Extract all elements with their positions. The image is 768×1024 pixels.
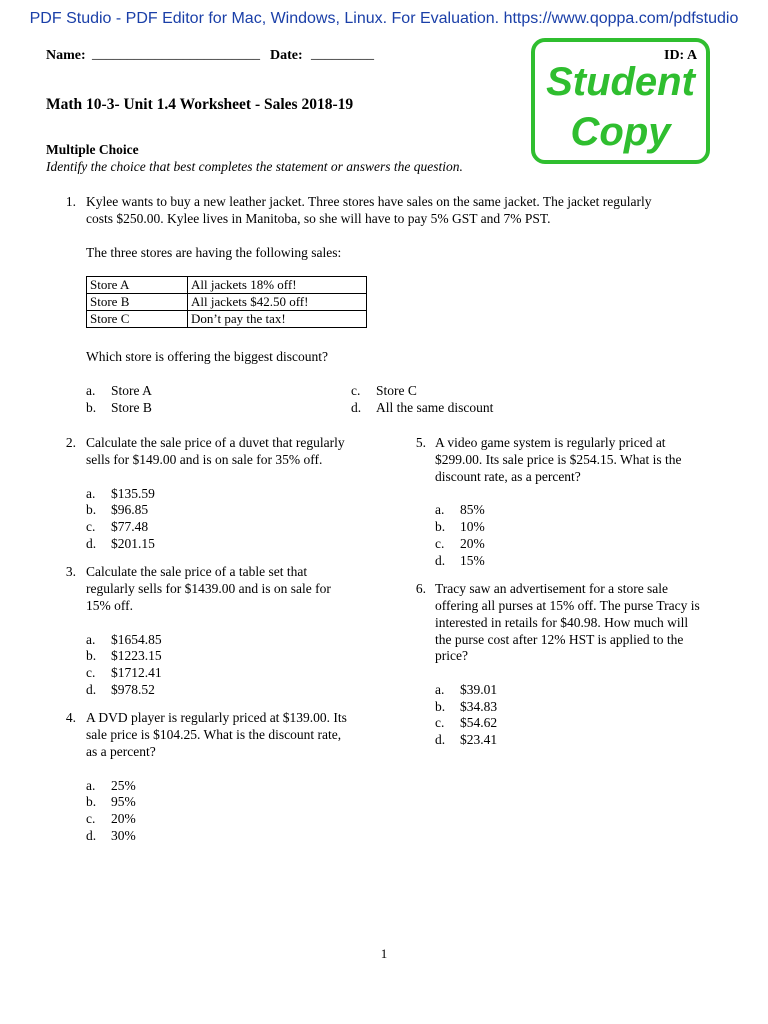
question-text-line: sells for $149.00 and is on sale for 35% off.: [86, 452, 323, 467]
evaluation-banner: PDF Studio - PDF Editor for Mac, Windows, Linux. For Evaluation. https://www.qoppa.com/pdfstudio: [29, 10, 739, 27]
option-letter: d.: [86, 828, 97, 843]
question-text-line: regularly sells for $1439.00 and is on sale for: [86, 581, 331, 596]
option-text: 95%: [111, 794, 136, 809]
option-c: [351, 382, 417, 399]
question-text-line: A DVD player is regularly priced at $139.00. Its: [86, 710, 347, 725]
question-number: 3.: [65, 564, 76, 579]
option-text: 10%: [460, 519, 485, 534]
option-text: $77.48: [111, 519, 149, 534]
option-b: [435, 518, 485, 535]
option-letter: c.: [86, 811, 96, 826]
option-text: $135.59: [111, 486, 155, 501]
date-label: Date:: [270, 48, 303, 63]
option-text: $978.52: [111, 682, 155, 697]
option-b: [86, 793, 136, 810]
question-number: 6.: [415, 581, 426, 596]
table-row: [87, 311, 367, 328]
option-d: [435, 552, 485, 569]
option-letter: b.: [86, 648, 97, 663]
option-d: [86, 535, 155, 552]
question-text-line: discount rate, as a percent?: [435, 469, 581, 484]
option-text: $1654.85: [111, 632, 162, 647]
option-text: Store C: [376, 383, 417, 398]
table-cell: All jackets $42.50 off!: [188, 294, 367, 311]
question-text-line: Calculate the sale price of a duvet that regularly: [86, 435, 345, 450]
section-heading: Multiple Choice: [46, 142, 139, 157]
option-letter: d.: [86, 682, 97, 697]
option-text: 20%: [111, 811, 136, 826]
option-letter: a.: [86, 383, 96, 398]
table-cell: Don’t pay the tax!: [188, 311, 367, 328]
question-number: 5.: [415, 435, 426, 450]
option-letter: c.: [86, 665, 96, 680]
date-blank: _________: [311, 47, 374, 62]
question-text-line: 15% off.: [86, 598, 133, 613]
option-text: 30%: [111, 828, 136, 843]
option-b: [435, 698, 497, 715]
option-a: [435, 681, 497, 698]
option-letter: b.: [86, 400, 97, 415]
option-text: $23.41: [460, 732, 498, 747]
option-letter: c.: [351, 383, 361, 398]
student-copy-stamp: [531, 38, 710, 164]
question-text-line: Tracy saw an advertisement for a store sale: [435, 581, 669, 596]
question-text-line: the purse cost after 12% HST is applied to the: [435, 632, 684, 647]
option-a: [86, 631, 162, 648]
stamp-line-1: Student: [546, 60, 695, 104]
stamp-line-2: Copy: [570, 110, 671, 154]
question-text-line: A video game system is regularly priced at: [435, 435, 666, 450]
option-letter: d.: [435, 732, 446, 747]
option-letter: a.: [86, 632, 96, 647]
option-letter: b.: [86, 502, 97, 517]
option-d: [351, 399, 493, 416]
option-b: [86, 647, 162, 664]
option-a: [86, 382, 152, 399]
question-text-line: offering all purses at 15% off. The purse Tracy is: [435, 598, 700, 613]
option-text: $1712.41: [111, 665, 162, 680]
option-text: $201.15: [111, 536, 155, 551]
option-letter: c.: [435, 536, 445, 551]
worksheet-title: Math 10-3- Unit 1.4 Worksheet - Sales 2018-19: [46, 96, 354, 113]
question-intro: The three stores are having the following sales:: [86, 245, 342, 260]
option-letter: a.: [435, 682, 445, 697]
question-number: 1.: [65, 194, 76, 209]
question-number: 4.: [65, 710, 76, 725]
question-text-line: Kylee wants to buy a new leather jacket. Three stores have sales on the same jacket. The jacket regularly: [86, 194, 652, 209]
option-text: $1223.15: [111, 648, 162, 663]
table-row: [87, 294, 367, 311]
option-text: $34.83: [460, 699, 498, 714]
table-cell: Store C: [87, 311, 188, 328]
option-text: $54.62: [460, 715, 498, 730]
option-letter: b.: [435, 519, 446, 534]
option-letter: d.: [351, 400, 362, 415]
option-d: [86, 681, 155, 698]
option-text: Store B: [111, 400, 152, 415]
option-a: [86, 777, 136, 794]
name-blank: ________________________: [92, 47, 260, 62]
sales-table: [86, 276, 367, 328]
option-c: [435, 714, 497, 731]
option-text: $39.01: [460, 682, 498, 697]
table-row: [87, 277, 367, 294]
table-cell: Store B: [87, 294, 188, 311]
question-text-line: sale price is $104.25. What is the discount rate,: [86, 727, 342, 742]
name-label: Name:: [46, 48, 86, 63]
option-letter: c.: [86, 519, 96, 534]
option-c: [86, 810, 136, 827]
page-number: 1: [380, 946, 388, 961]
question-text-line: costs $250.00. Kylee lives in Manitoba, so she will have to pay 5% GST and 7% PST.: [86, 211, 551, 226]
option-text: 20%: [460, 536, 485, 551]
option-letter: c.: [435, 715, 445, 730]
option-b: [86, 501, 148, 518]
question-text-line: as a percent?: [86, 744, 156, 759]
option-letter: b.: [86, 794, 97, 809]
question-number: 2.: [65, 435, 76, 450]
option-c: [86, 518, 148, 535]
option-c: [86, 664, 162, 681]
option-text: $96.85: [111, 502, 149, 517]
option-letter: a.: [86, 778, 96, 793]
option-letter: a.: [435, 502, 445, 517]
option-letter: b.: [435, 699, 446, 714]
option-d: [435, 731, 497, 748]
question-text-line: price?: [435, 648, 468, 663]
question-prompt: Which store is offering the biggest discount?: [86, 349, 328, 364]
table-cell: All jackets 18% off!: [188, 277, 367, 294]
question-text-line: $299.00. Its sale price is $254.15. What is the: [435, 452, 682, 467]
section-instructions: Identify the choice that best completes the statement or answers the question.: [46, 159, 463, 174]
option-letter: a.: [86, 486, 96, 501]
option-text: 15%: [460, 553, 485, 568]
question-text-line: interested in retails for $40.98. How much will: [435, 615, 689, 630]
option-d: [86, 827, 136, 844]
table-cell: Store A: [87, 277, 188, 294]
option-b: [86, 399, 152, 416]
option-text: 85%: [460, 502, 485, 517]
question-text-line: Calculate the sale price of a table set that: [86, 564, 308, 579]
option-c: [435, 535, 485, 552]
option-text: All the same discount: [376, 400, 494, 415]
option-letter: d.: [435, 553, 446, 568]
option-a: [435, 501, 485, 518]
option-text: 25%: [111, 778, 136, 793]
option-text: Store A: [111, 383, 152, 398]
id-label: ID: A: [664, 48, 698, 63]
option-letter: d.: [86, 536, 97, 551]
option-a: [86, 485, 155, 502]
